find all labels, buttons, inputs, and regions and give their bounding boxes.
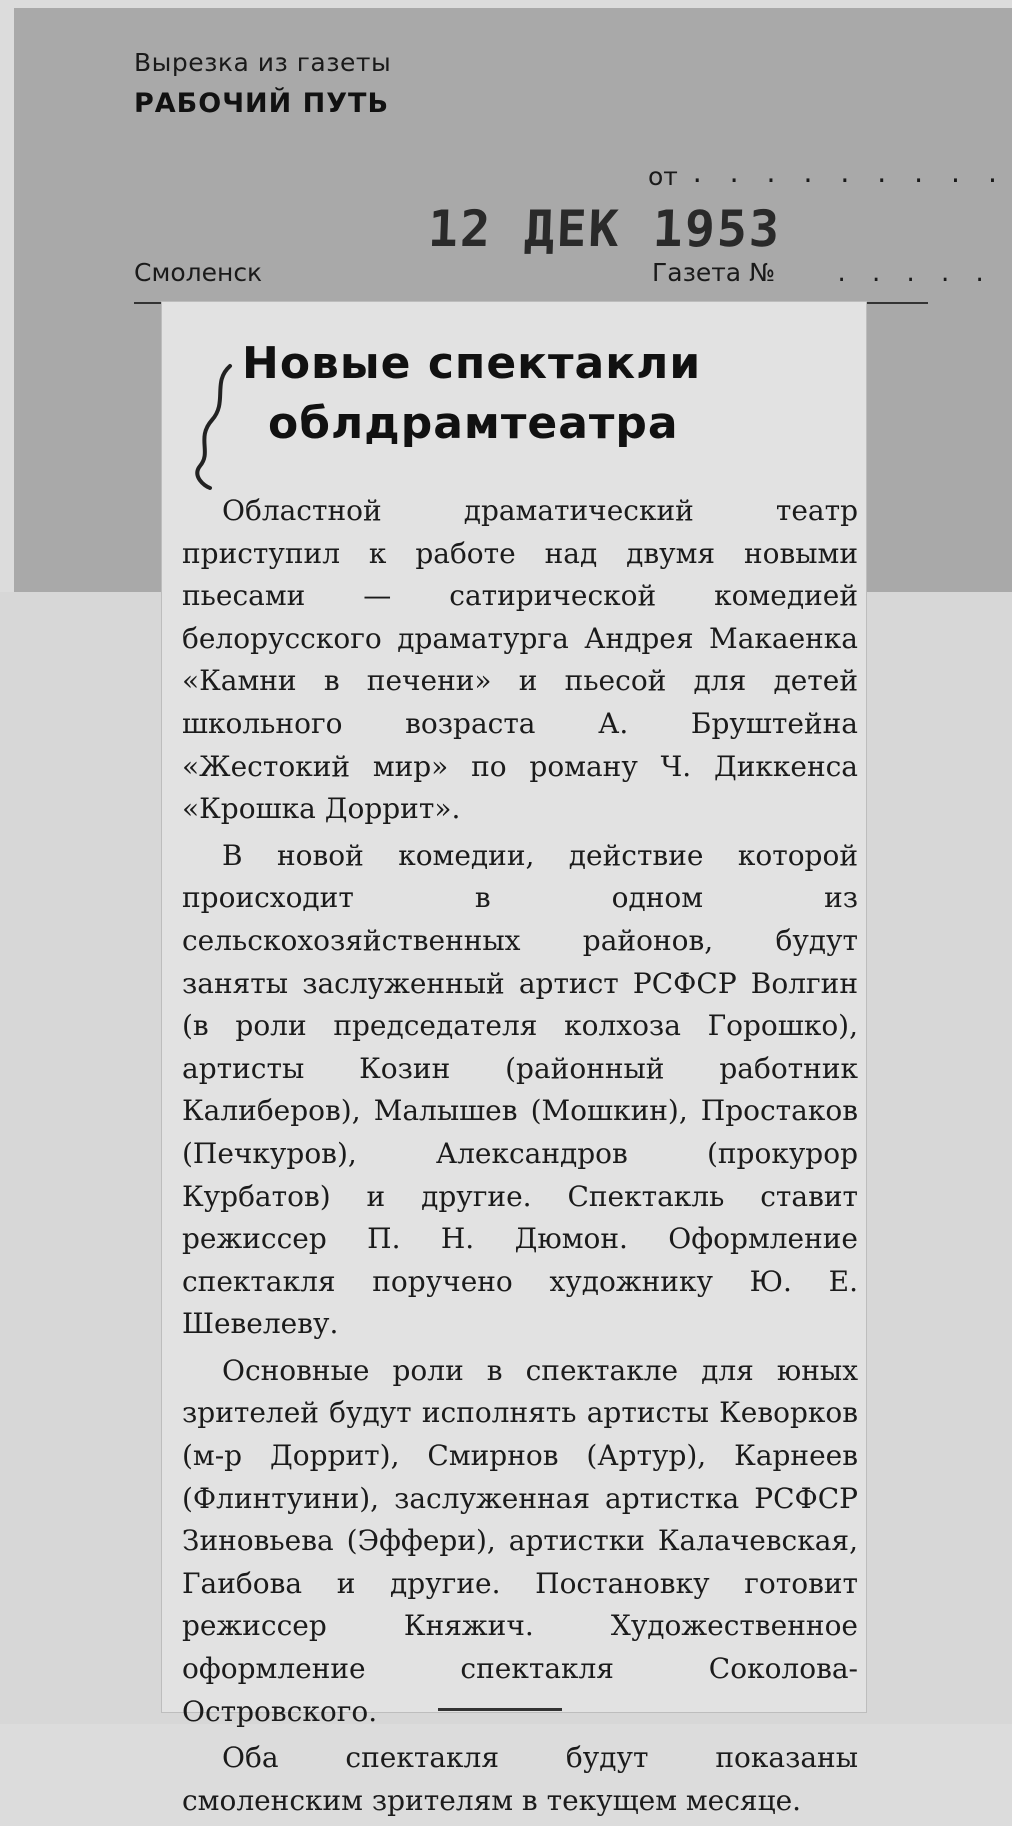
paper-number-blank: . . . . .: [835, 262, 991, 287]
article-paragraph: Основные роли в спектакле для юных зрителей будут исполнять артисты Кеворков (м-р Доррит), Смирнов (Артур), Карнеев (Флинтуини), заслуженная артистка РСФСР Зиновьева (Эффери), артистки Калачевская, Гаибова и другие. Постановку готовит режиссер Княжич. Художественное оформление спектакля Соколова-Островского.: [182, 1353, 858, 1728]
city-label: Смоленск: [134, 258, 263, 287]
newspaper-clipping: [162, 302, 866, 1817]
article-end-rule: [438, 1708, 562, 1711]
newspaper-name: РАБОЧИЙ ПУТЬ: [134, 88, 390, 119]
from-label: от: [648, 162, 678, 191]
article-paragraph: В новой комедии, действие которой происходит в одном из сельскохозяйственных районов, будут заняты заслуженный артист РСФСР Волгин (в роли председателя колхоза Горошко), артисты Козин (районный работник Калиберов), Малышев (Мошкин), Простаков (Печкуров), Александров (прокурор Курбатов) и другие. Спектакль ставит режиссер П. Н. Дюмон. Оформление спектакля поручено художнику Ю. Е. Шевелеву.: [182, 838, 858, 1341]
headline-line-2: облдрамтеатра: [268, 398, 679, 449]
paper-number-label: Газета №: [652, 258, 776, 287]
clipping-source-label: Вырезка из газеты: [134, 48, 392, 77]
handwritten-bracket-mark: [182, 362, 242, 492]
from-date-blank: . . . . . . . . .: [690, 160, 1004, 188]
headline-line-1: Новые спектакли: [242, 338, 702, 389]
article-headline: [242, 334, 842, 454]
date-stamp: 12 ДЕК 1953: [426, 200, 783, 258]
article-paragraph: Оба спектакля будут показаны смоленским зрителям в текущем месяце.: [182, 1741, 858, 1817]
article-paragraph: Областной драматический театр приступил к работе над двумя новыми пьесами — сатирической комедией белорусского драматурга Андрея Макаенка «Камни в печени» и пьесой для детей школьного возраста А. Бруштейна «Жестокий мир» по роману Ч. Диккенса «Крошка Доррит».: [182, 494, 858, 826]
article-body: [182, 490, 858, 1826]
